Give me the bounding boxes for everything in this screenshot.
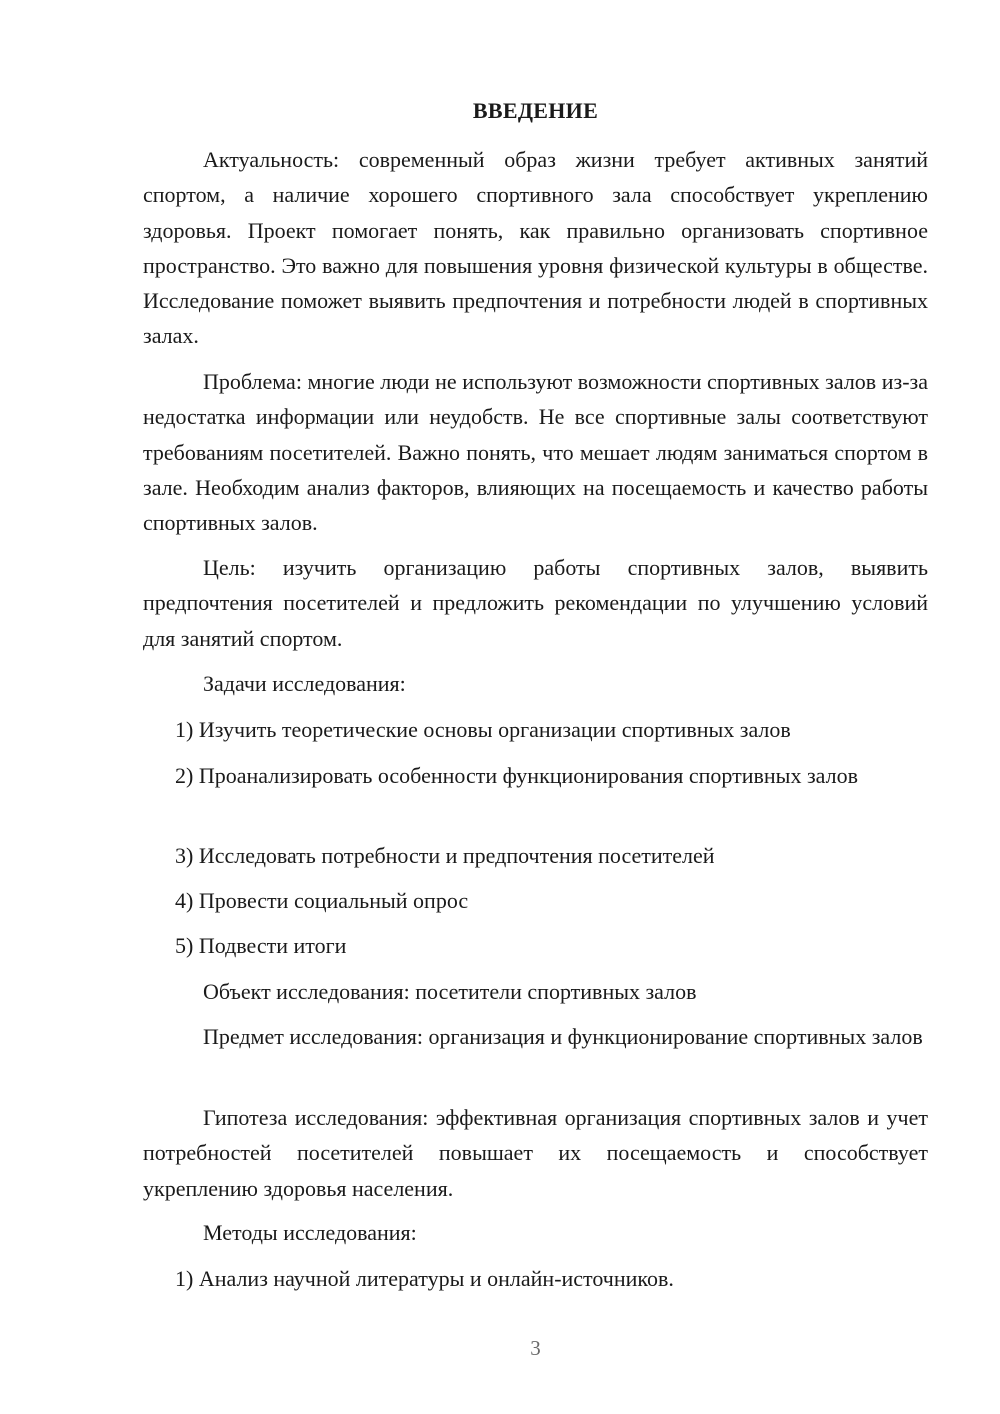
- methods-title: Методы исследования:: [203, 1220, 417, 1245]
- tasks-title: Задачи исследования:: [203, 671, 406, 696]
- page-number: 3: [530, 1336, 541, 1360]
- subject-paragraph: Предмет исследования: организация и функционирование спортивных залов: [203, 1024, 923, 1049]
- relevance-paragraph: Актуальность: современный образ жизни требует активных занятий спортом, а наличие хорошего спортивного зала способствует укреплению здоровья. Проект помогает понять, как правильно организовать спортивное пространство. Это важно для повышения уровня физической культуры в обществе. Исследование поможет выявить предпочтения и потребности людей в спортивных залах.: [143, 147, 928, 349]
- task-item-5: 5) Подвести итоги: [175, 933, 347, 958]
- task-item-2: 2) Проанализировать особенности функционирования спортивных залов: [175, 763, 858, 788]
- method-item-1: 1) Анализ научной литературы и онлайн-источников.: [175, 1266, 674, 1291]
- section-heading: ВВЕДЕНИЕ: [472, 98, 599, 123]
- task-item-4: 4) Провести социальный опрос: [175, 888, 469, 913]
- hypothesis-paragraph: Гипотеза исследования: эффективная организация спортивных залов и учет потребностей посетителей повышает их посещаемость и способствует укреплению здоровья населения.: [143, 1105, 928, 1201]
- goal-paragraph: Цель: изучить организацию работы спортивных залов, выявить предпочтения посетителей и предложить рекомендации по улучшению условий для занятий спортом.: [143, 555, 928, 651]
- object-paragraph: Объект исследования: посетители спортивных залов: [203, 979, 697, 1004]
- task-item-1: 1) Изучить теоретические основы организации спортивных залов: [175, 717, 791, 742]
- document-page: [143, 0, 928, 1414]
- problem-paragraph: Проблема: многие люди не используют возможности спортивных залов из-за недостатка информации или неудобств. Не все спортивные залы соответствуют требованиям посетителей. Важно понять, что мешает людям заниматься спортом в зале. Необходим анализ факторов, влияющих на посещаемость и качество работы спортивных залов.: [143, 369, 928, 536]
- task-item-3: 3) Исследовать потребности и предпочтения посетителей: [175, 843, 715, 868]
